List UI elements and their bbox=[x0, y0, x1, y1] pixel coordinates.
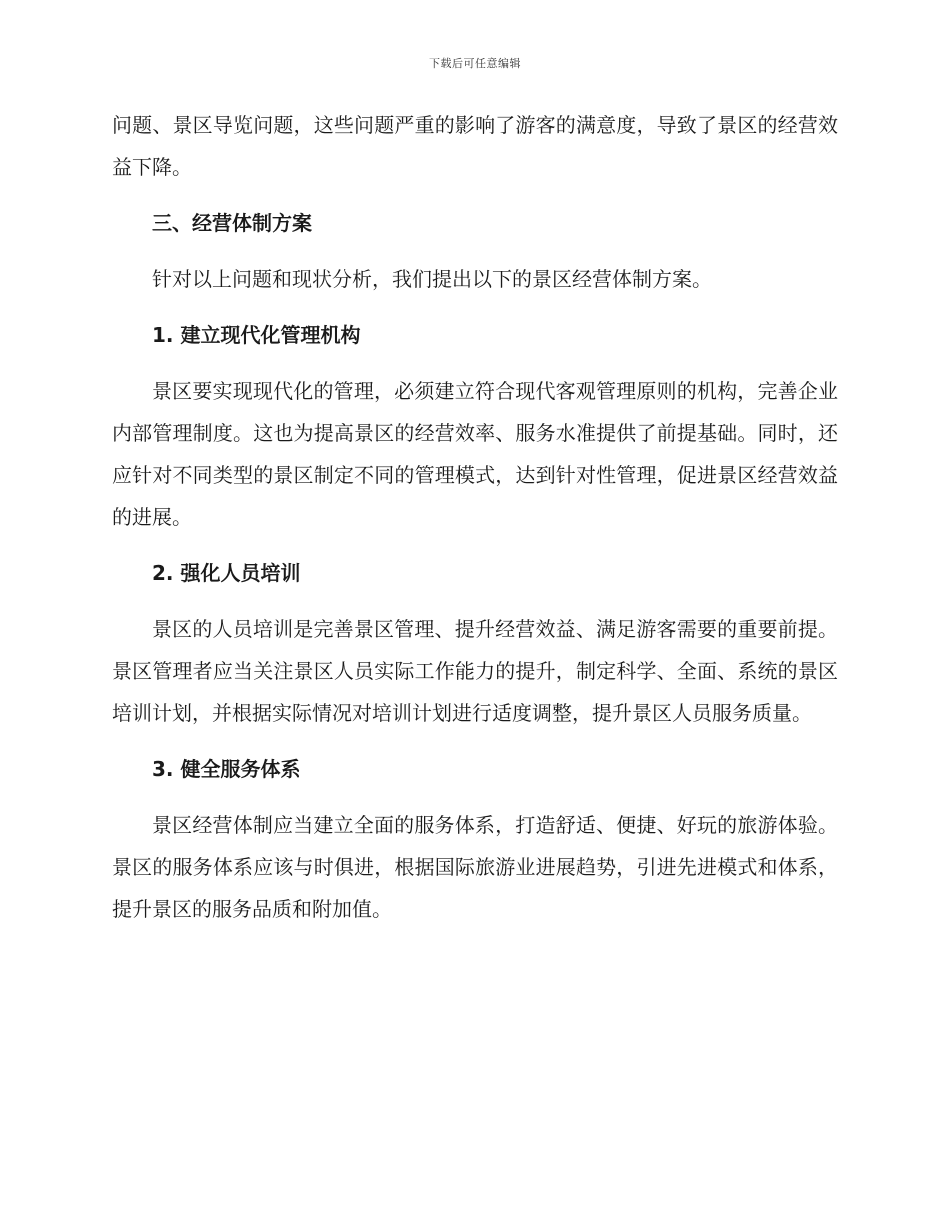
document-body bbox=[112, 104, 838, 944]
paragraph-intro: 问题、景区导览问题，这些问题严重的影响了游客的满意度，导致了景区的经营效益下降。 bbox=[112, 113, 838, 179]
page-header: 下载后可任意编辑 bbox=[429, 57, 521, 70]
paragraph-1: 景区要实现现代化的管理，必须建立符合现代客观管理原则的机构，完善企业内部管理制度。这也为提高景区的经营效率、服务水准提供了前提基础。同时，还应针对不同类型的景区制定不同的管理模式，达到针对性管理，促进景区经营效益的进展。 bbox=[112, 379, 838, 529]
subheading-1: 1. 建立现代化管理机构 bbox=[152, 323, 361, 347]
subheading-3: 3. 健全服务体系 bbox=[152, 757, 301, 781]
paragraph-section-3: 针对以上问题和现状分析，我们提出以下的景区经营体制方案。 bbox=[152, 267, 712, 291]
paragraph-2: 景区的人员培训是完善景区管理、提升经营效益、满足游客需要的重要前提。景区管理者应当关注景区人员实际工作能力的提升，制定科学、全面、系统的景区培训计划，并根据实际情况对培训计划进行适度调整，提升景区人员服务质量。 bbox=[112, 617, 838, 725]
paragraph-3: 景区经营体制应当建立全面的服务体系，打造舒适、便捷、好玩的旅游体验。景区的服务体系应该与时俱进，根据国际旅游业进展趋势，引进先进模式和体系，提升景区的服务品质和附加值。 bbox=[112, 813, 838, 921]
subheading-2: 2. 强化人员培训 bbox=[152, 561, 301, 585]
section-heading-3: 三、经营体制方案 bbox=[152, 211, 312, 235]
